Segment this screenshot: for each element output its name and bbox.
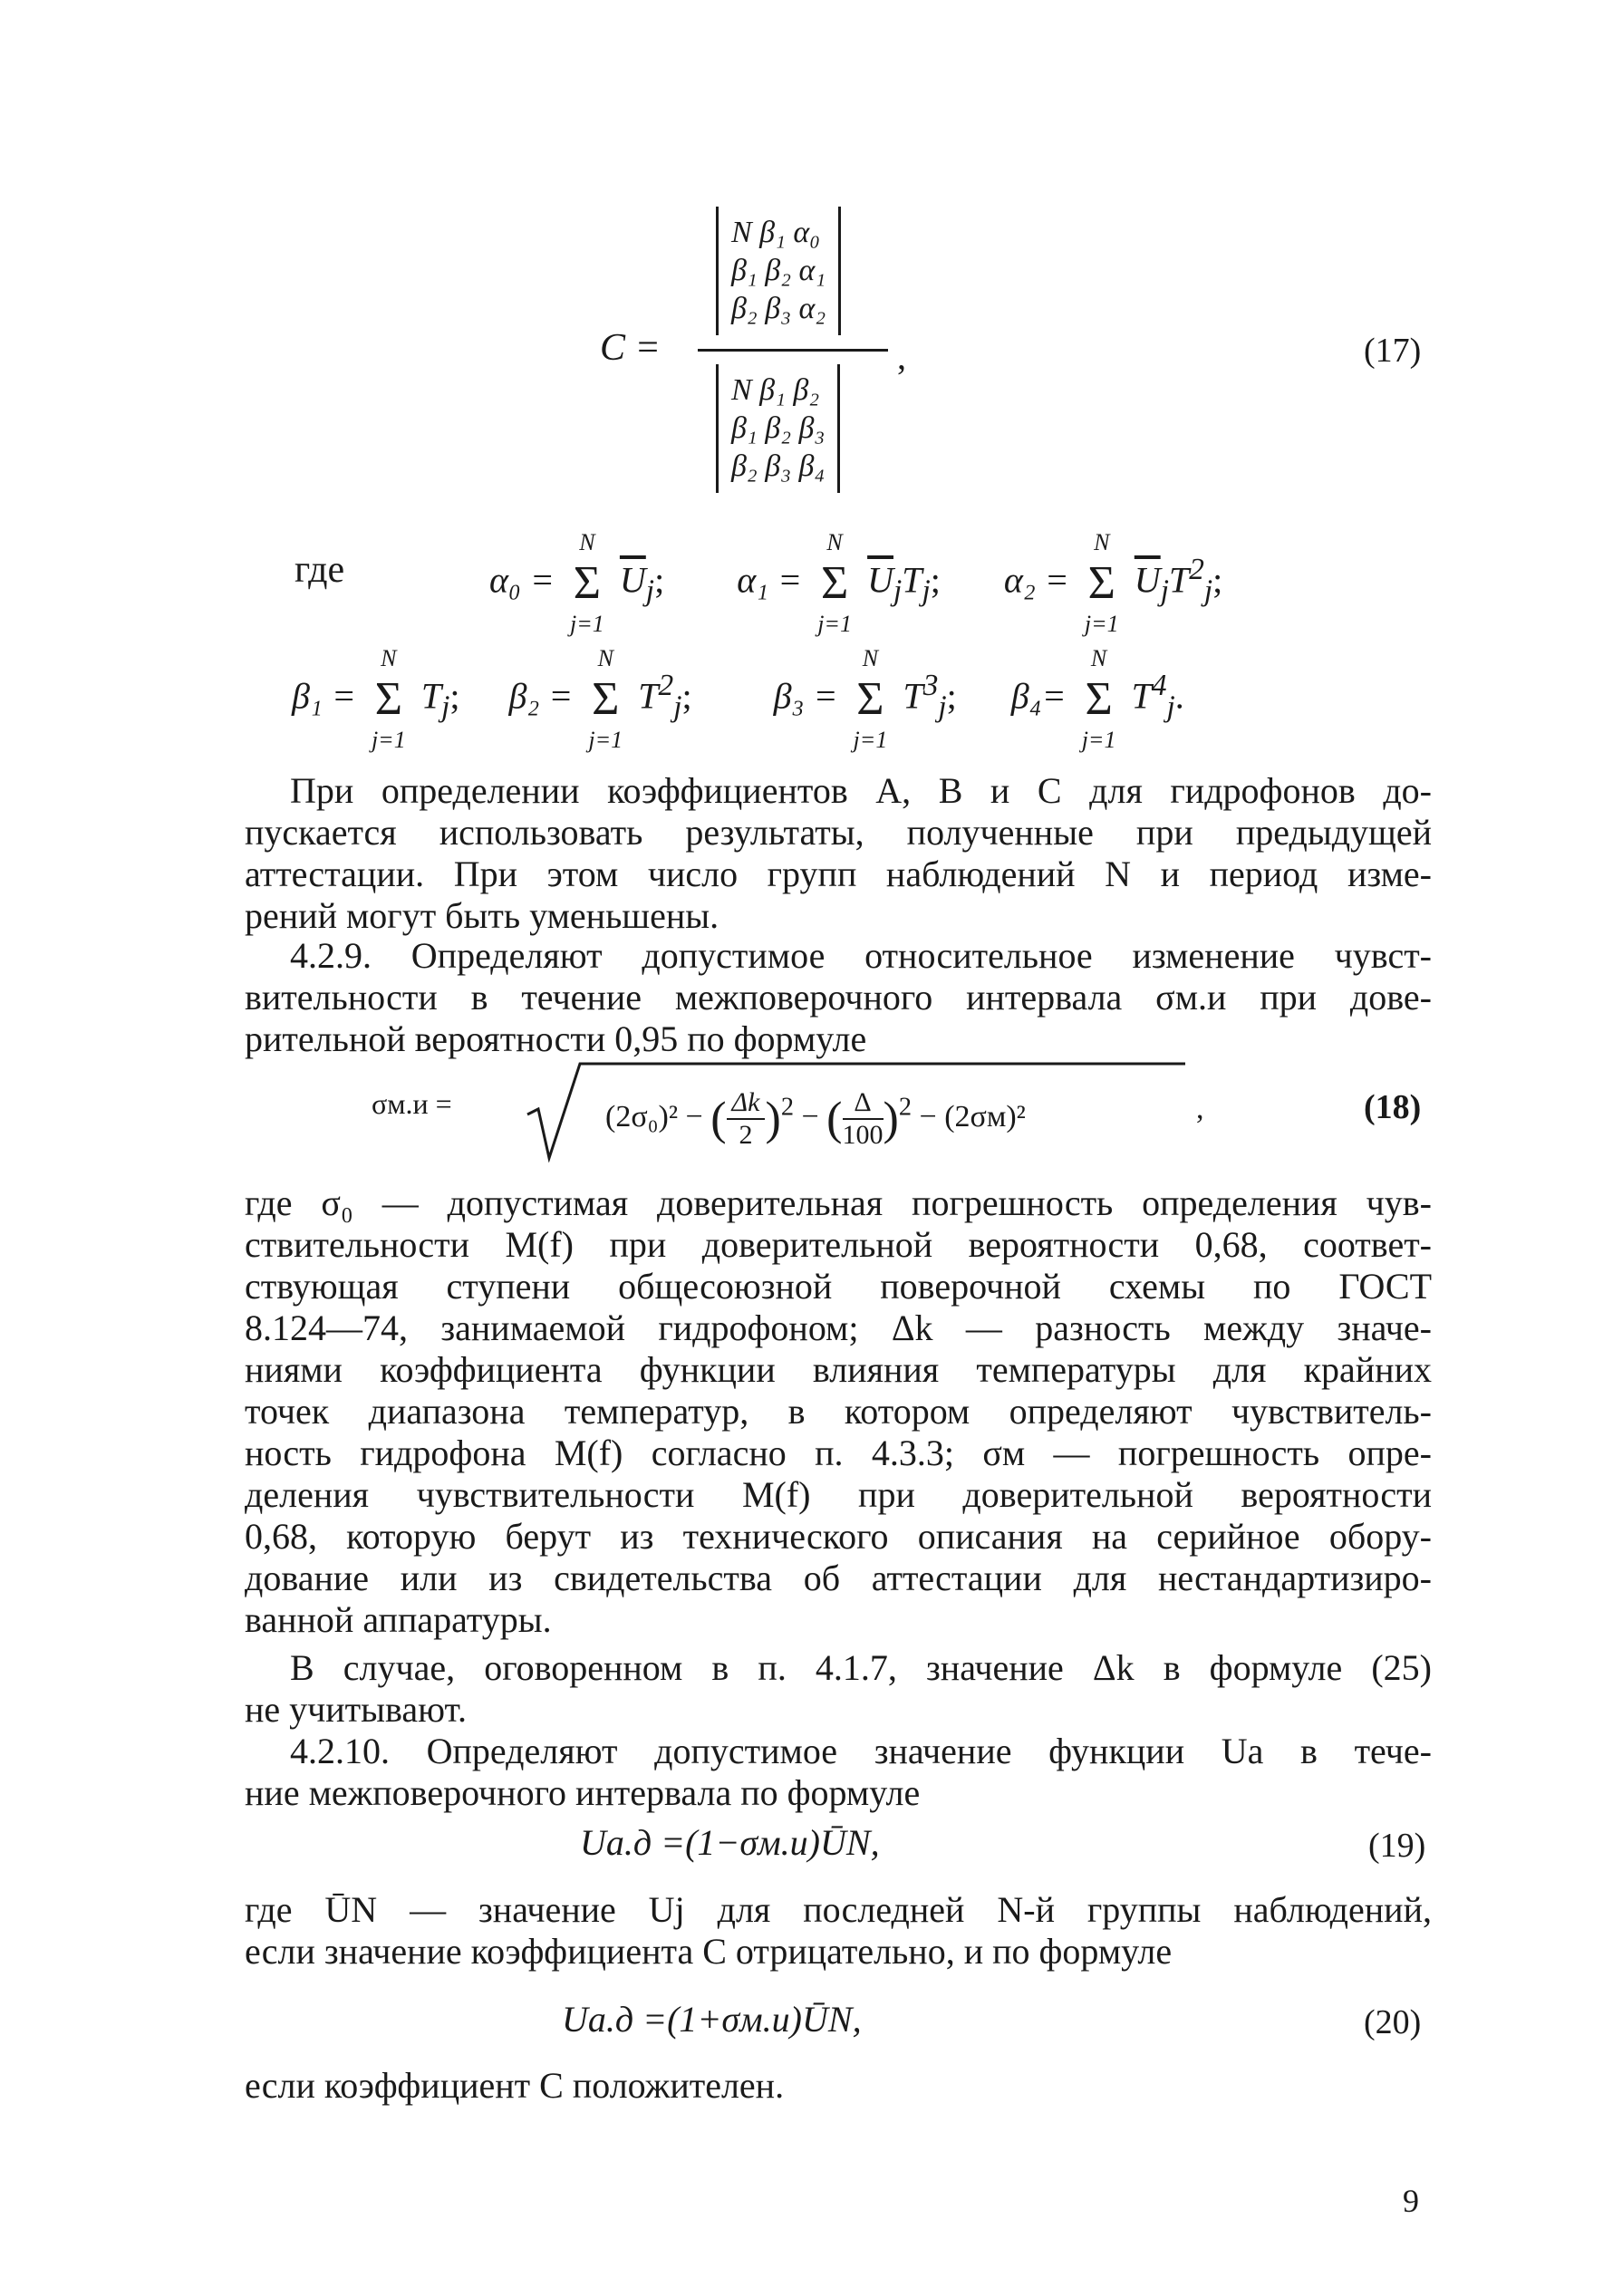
text-line: точек диапазона температур, в котором определяют чувствитель- xyxy=(245,1391,1432,1432)
beta4-lhs: β₄= xyxy=(1010,675,1067,717)
formula-18-term1: (2σ₀)² xyxy=(605,1099,679,1134)
frac2-numerator: Δ xyxy=(843,1087,884,1120)
sum-sign: N Σ j=1 xyxy=(817,529,852,638)
text-line: если значение коэффициента C отрицательно, и по формуле xyxy=(245,1931,1173,1972)
text-line: аттестации. При этом число групп наблюдений N и период изме- xyxy=(245,854,1432,894)
beta2-lhs: β₂ = xyxy=(508,675,574,717)
text-line: ствительности M(f) при доверительной вероятности 0,68, соответ- xyxy=(245,1224,1432,1265)
where-word: где xyxy=(295,549,345,591)
beta3-sup: 3 xyxy=(922,669,939,702)
det-row: β₂ β₃ α₂ xyxy=(731,292,826,325)
beta4-T: T xyxy=(1131,675,1152,717)
square: 2 xyxy=(898,1093,912,1122)
formula-19: Uа.д =(1−σм.и)ŪN, xyxy=(580,1822,880,1863)
det-row: β₁ β₂ β₃ xyxy=(731,411,826,445)
formula-20-number: (20) xyxy=(1364,2003,1422,2041)
paragraph-last-group xyxy=(245,1889,1432,1973)
text-line: ность гидрофона M(f) согласно п. 4.3.3; σм — погрешность опре- xyxy=(245,1433,1432,1473)
sum-sign: N Σ j=1 xyxy=(570,529,604,638)
text-line: ниями коэффициента функции влияния температуры для крайних xyxy=(245,1349,1432,1390)
text-line: дование или из свидетельства об аттестации для нестандартизиро- xyxy=(245,1558,1432,1598)
text-line: где σ₀ — допустимая доверительная погрешность определения чув- xyxy=(245,1182,1432,1223)
alpha2-U: $\overline{U}$ xyxy=(1134,559,1161,601)
minus-sign: − xyxy=(919,1099,937,1134)
beta2-sub: j xyxy=(673,690,682,724)
alpha-definitions xyxy=(489,529,1223,638)
beta4-sub: j xyxy=(1166,690,1175,724)
beta1-lhs: β₁ = xyxy=(292,675,356,717)
formula-17-fraction-bar xyxy=(698,349,888,352)
formula-20: Uа.д =(1+σм.и)ŪN, xyxy=(562,1999,862,2040)
alpha1-T: T xyxy=(902,559,922,601)
frac2-denominator: 100 xyxy=(842,1120,884,1150)
beta1-sub: j xyxy=(441,690,450,724)
sum-sign: N Σ j=1 xyxy=(1084,529,1119,638)
paragraph-coefficients xyxy=(245,770,1432,937)
alpha2-lhs: α₂ = xyxy=(1003,559,1069,601)
beta4-sup: 4 xyxy=(1151,669,1167,702)
det-row: β₁ β₂ α₁ xyxy=(731,254,826,287)
text-line: деления чувствительности M(f) при доверительной вероятности xyxy=(245,1474,1432,1515)
formula-18-body: (2σ₀)² − ( $\frac{\Delta k}{2}$ )$^2$ − ( $\frac{\Delta}{100}$ )$^2$ − (2σм)² xyxy=(605,1087,1026,1150)
formula-18-term4: (2σм)² xyxy=(944,1099,1026,1134)
beta2-sup: 2 xyxy=(658,669,674,702)
alpha1-U: $\overline{U}$ xyxy=(867,559,893,601)
alpha1-sub: j xyxy=(893,574,903,608)
frac1-numerator: Δk xyxy=(727,1087,766,1120)
beta3-sub: j xyxy=(938,690,947,724)
text-line: В случае, оговоренном в п. 4.1.7, значение Δk в формуле (25) xyxy=(290,1647,1432,1688)
det-row: β₂ β₃ β₄ xyxy=(731,449,826,483)
beta3-T: T xyxy=(903,675,923,717)
sum-sign: N Σ j=1 xyxy=(371,645,406,754)
alpha2-end: ; xyxy=(1212,559,1223,601)
formula-18-comma: , xyxy=(1196,1092,1204,1125)
text-line: не учитывают. xyxy=(245,1689,467,1730)
formula-17-numerator-determinant xyxy=(716,207,841,335)
text-line: При определении коэффициентов А, В и С для гидрофонов до- xyxy=(290,770,1432,811)
text-line: рительной вероятности 0,95 по формуле xyxy=(245,1018,867,1059)
alpha2-sub: j xyxy=(1160,574,1169,608)
alpha2-tsup: 2 xyxy=(1189,553,1204,586)
formula-17-denominator-determinant xyxy=(716,364,840,493)
text-line: рений могут быть уменьшены. xyxy=(245,895,719,936)
text-line: 4.2.9. Определяют допустимое относительное изменение чувст- xyxy=(290,935,1432,976)
text-line: 0,68, которую берут из технического описания на серийное обору- xyxy=(245,1516,1432,1557)
formula-17-comma: , xyxy=(897,336,906,377)
formula-17-lhs: C = xyxy=(600,327,661,369)
paragraph-4-2-9 xyxy=(245,935,1432,1060)
formula-18-number: (18) xyxy=(1364,1088,1422,1126)
text-line: ванной аппаратуры. xyxy=(245,1599,552,1640)
sum-sign: N Σ j=1 xyxy=(853,645,888,754)
alpha2-T: T xyxy=(1168,559,1190,601)
formula-19-number: (19) xyxy=(1368,1827,1426,1865)
beta3-end: ; xyxy=(946,675,957,717)
text-line: ствующая ступени общесоюзной поверочной схемы по ГОСТ xyxy=(245,1266,1432,1307)
alpha1-lhs: α₁ = xyxy=(737,559,803,601)
alpha1-tsub: j xyxy=(922,574,931,608)
sum-sign: N Σ j=1 xyxy=(1081,645,1116,754)
paragraph-positive: если коэффициент C положителен. xyxy=(245,2065,785,2106)
page-number: 9 xyxy=(1403,2183,1419,2219)
minus-sign: − xyxy=(685,1099,703,1134)
alpha0-end: ; xyxy=(654,559,665,601)
beta3-lhs: β₃ = xyxy=(773,675,838,717)
alpha1-end: ; xyxy=(930,559,941,601)
beta2-T: T xyxy=(638,675,659,717)
formula-18-lhs: σм.и = xyxy=(372,1087,452,1120)
paragraph-4-2-10 xyxy=(245,1731,1432,1814)
text-line: где ŪN — значение Uj для последней N-й группы наблюдений, xyxy=(245,1889,1432,1930)
alpha0-U: $\overline{U}$ xyxy=(619,559,646,601)
frac1-denominator: 2 xyxy=(739,1120,753,1150)
det-row: N β₁ β₂ xyxy=(731,373,820,407)
det-row: N β₁ α₀ xyxy=(731,216,821,249)
text-line: 8.124—74, занимаемой гидрофоном; Δk — разность между значе- xyxy=(245,1307,1432,1348)
text-line: ние межповерочного интервала по формуле xyxy=(245,1772,921,1813)
paragraph-definitions xyxy=(245,1182,1432,1641)
alpha0-sub: j xyxy=(645,574,655,608)
beta-definitions xyxy=(292,645,1184,754)
alpha0-lhs: α₀ = xyxy=(489,559,555,601)
formula-17-number: (17) xyxy=(1364,332,1422,370)
sum-sign: N Σ j=1 xyxy=(588,645,623,754)
beta1-T: T xyxy=(420,675,442,717)
text-line: 4.2.10. Определяют допустимое значение функции Uа в тече- xyxy=(290,1731,1432,1771)
beta2-end: ; xyxy=(681,675,692,717)
text-line: пускается использовать результаты, полученные при предыдущей xyxy=(245,812,1432,853)
paragraph-case-4-1-7 xyxy=(245,1647,1432,1731)
square: 2 xyxy=(780,1093,794,1122)
beta4-end: . xyxy=(1174,675,1184,717)
alpha2-tsub: j xyxy=(1203,574,1213,608)
minus-sign: − xyxy=(801,1099,819,1134)
beta1-end: ; xyxy=(449,675,460,717)
text-line: вительности в течение межповерочного интервала σм.и при дове- xyxy=(245,977,1432,1018)
